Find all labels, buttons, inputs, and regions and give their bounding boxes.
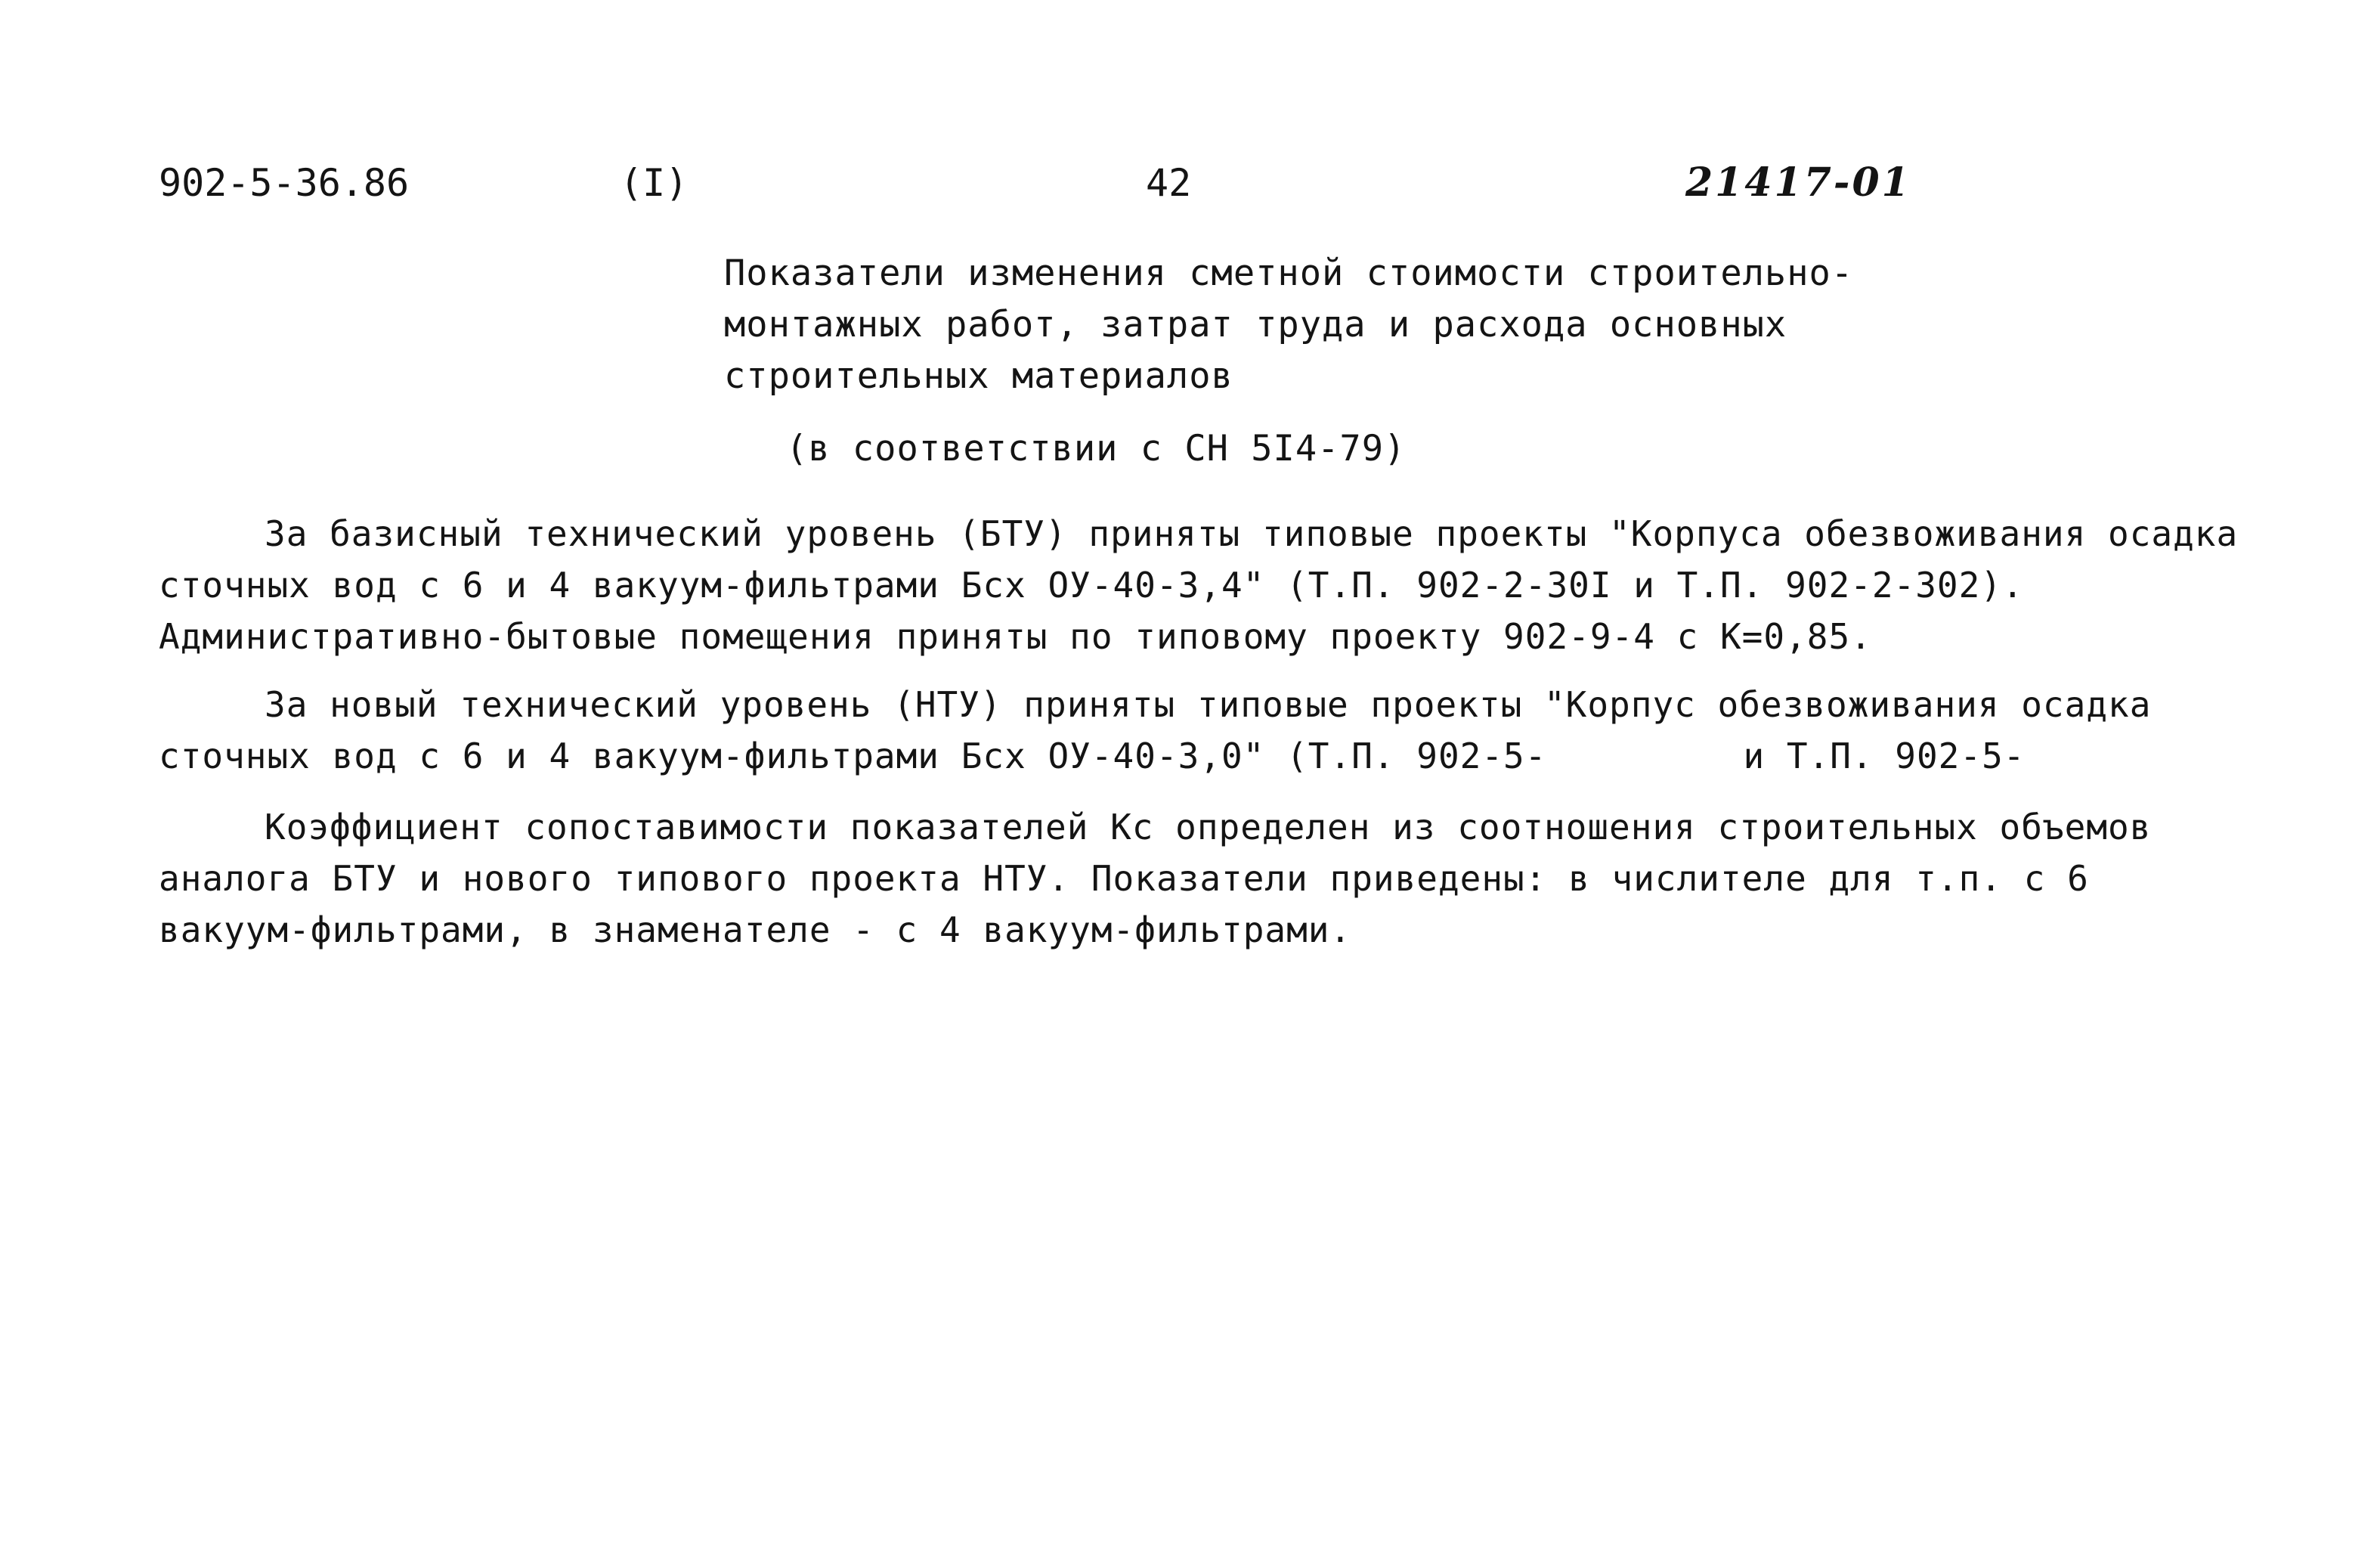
inventory-number: 21417-01 (1685, 160, 1911, 206)
paragraph-line: вакуум-фильтрами, в знаменателе - с 4 вакуум-фильтрами. (159, 909, 1352, 950)
page-number: 42 (1146, 161, 1192, 205)
paragraph-line: сточных вод с 6 и 4 вакуум-фильтрами Бсх ОУ-40-3,4" (Т.П. 902-2-30I и Т.П. 902-2-302). (159, 565, 2024, 606)
title-line: строительных материалов (724, 355, 1233, 397)
paragraph-line (159, 730, 2230, 782)
paragraph-coefficient (159, 801, 2230, 956)
document-code: 902-5-36.86 (159, 161, 410, 205)
paragraph-line: За новый технический уровень (НТУ) приняты типовые проекты "Корпус обезвоживания осадка (265, 684, 2152, 725)
title-line: Показатели изменения сметной стоимости строительно- (724, 252, 1854, 294)
paragraph-line: Коэффициент сопоставимости показателей Кс определен из соотношения строительных объемов (265, 807, 2152, 847)
paragraph-line: Административно-бытовые помещения приняты по типовому проекту 902-9-4 с К=0,85. (159, 616, 1872, 657)
paragraph-basic-level (159, 508, 2239, 662)
document-part: (I) (620, 161, 689, 205)
page-title (724, 248, 1858, 402)
paragraph-new-level (159, 679, 2230, 782)
paragraph-line: аналога БТУ и нового типового проекта НТУ. Показатели приведены: в числителе для т.п. с 6 (159, 858, 2089, 899)
paragraph-line: За базисный технический уровень (БТУ) приняты типовые проекты "Корпуса обезвоживания осадка (265, 513, 2239, 554)
paragraph-line-start: сточных вод с 6 и 4 вакуум-фильтрами Бсх ОУ-40-3,0" (Т.П. 902-5- (159, 736, 1547, 776)
paragraph-line-end: и Т.П. 902-5- (1743, 736, 2026, 776)
title-line: монтажных работ, затрат труда и расхода основных (724, 304, 1787, 345)
page-subtitle: (в соответствии с СН 5I4-79) (786, 428, 1407, 469)
